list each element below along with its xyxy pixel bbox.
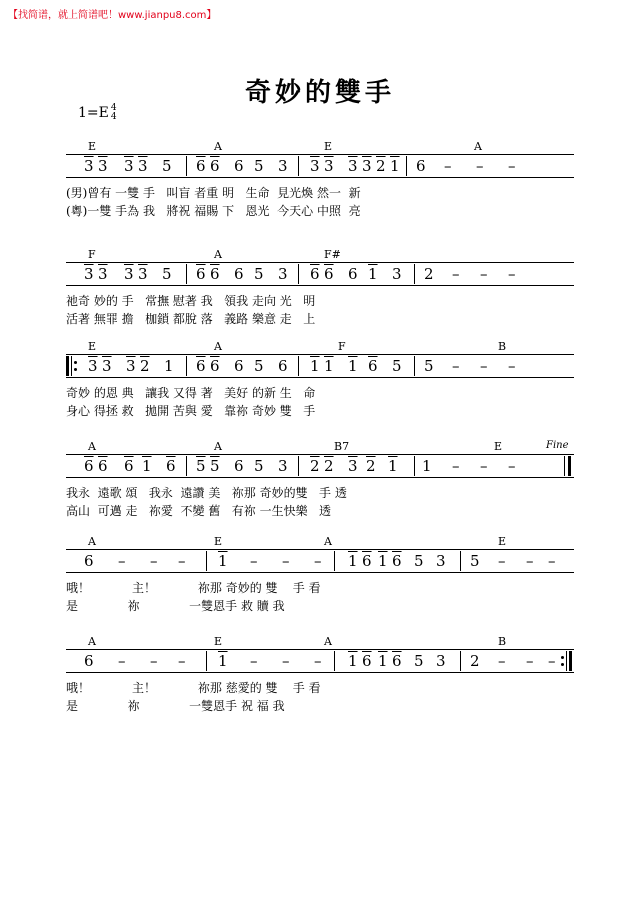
note-number: 3 <box>436 652 446 670</box>
chord-symbol: B7 <box>334 440 350 453</box>
note-dash: – <box>250 552 258 570</box>
note-number: 3 <box>278 265 288 283</box>
note-group <box>66 356 574 376</box>
time-top: 4 <box>110 103 117 113</box>
lyrics-block <box>66 673 574 715</box>
note-group <box>66 264 574 284</box>
repeat-end-barline <box>560 651 572 671</box>
note-number: 6 <box>84 552 94 570</box>
note-number: 6 <box>196 157 206 175</box>
note-number: 3 <box>310 157 320 175</box>
lyric-line: 高山 可邁 走 祢愛 不變 舊 有祢 一生快樂 透 <box>66 504 332 518</box>
note-number: 5 <box>254 157 264 175</box>
lyrics-block <box>66 573 574 615</box>
chord-symbol: E <box>214 535 223 548</box>
lyric-line: (男)曾有 一雙 手 叫盲 者重 明 生命 見光煥 然一 新 <box>66 186 361 200</box>
note-dash: – <box>498 552 506 570</box>
note-number: 5 <box>210 457 220 475</box>
note-dash: – <box>498 652 506 670</box>
staff-line <box>66 262 574 286</box>
barline <box>298 156 299 176</box>
note-number: 1 <box>348 552 358 570</box>
barline <box>186 264 187 284</box>
chord-symbol: A <box>214 440 222 453</box>
note-dash: – <box>452 265 460 283</box>
chord-symbol: A <box>88 440 96 453</box>
note-number: 2 <box>366 457 376 475</box>
note-number: 3 <box>436 552 446 570</box>
note-dash: – <box>118 652 126 670</box>
note-number: 3 <box>88 357 98 375</box>
barline <box>298 356 299 376</box>
note-number: 6 <box>368 357 378 375</box>
note-number: 3 <box>138 157 148 175</box>
note-dash: – <box>526 652 534 670</box>
note-number: 1 <box>422 457 432 475</box>
note-number: 5 <box>162 157 172 175</box>
note-number: 3 <box>278 157 288 175</box>
note-number: 5 <box>254 357 264 375</box>
note-dash: – <box>118 552 126 570</box>
note-number: 1 <box>368 265 378 283</box>
note-number: 3 <box>392 265 402 283</box>
note-dash: – <box>480 265 488 283</box>
barline <box>298 456 299 476</box>
note-number: 6 <box>416 157 426 175</box>
lyric-line: 哦！ 主！ 祢那 慈愛的 雙 手 看 <box>66 681 321 695</box>
note-number: 6 <box>234 157 244 175</box>
note-dash: – <box>508 357 516 375</box>
note-number: 3 <box>348 457 358 475</box>
note-dash: – <box>178 652 186 670</box>
chord-symbol: E <box>88 140 97 153</box>
barline <box>206 551 207 571</box>
note-number: 3 <box>98 157 108 175</box>
chord-symbol: A <box>324 535 332 548</box>
chord-symbol: E <box>214 635 223 648</box>
lyrics-block <box>66 478 574 520</box>
barline <box>460 551 461 571</box>
note-number: 6 <box>84 457 94 475</box>
lyric-line: 是 祢 一雙恩手 救 贖 我 <box>66 599 285 613</box>
note-dash: – <box>508 457 516 475</box>
note-number: 3 <box>126 357 136 375</box>
chord-symbol: E <box>324 140 333 153</box>
note-dash: – <box>314 552 322 570</box>
note-number: 3 <box>324 157 334 175</box>
lyric-line: 活著 無罪 擔 枷鎖 都脫 落 義路 樂意 走 上 <box>66 312 316 326</box>
barline <box>186 356 187 376</box>
note-group <box>66 156 574 176</box>
note-number: 5 <box>254 265 264 283</box>
note-number: 6 <box>124 457 134 475</box>
lyrics-block <box>66 178 574 220</box>
note-number: 2 <box>376 157 386 175</box>
note-number: 5 <box>414 652 424 670</box>
lyric-line: 我永 遠歌 頌 我永 遠讚 美 祢那 奇妙的雙 手 透 <box>66 486 347 500</box>
chord-symbol: B <box>498 635 507 648</box>
chord-symbol: A <box>214 248 222 261</box>
chord-symbol: A <box>474 140 482 153</box>
note-dash: – <box>250 652 258 670</box>
note-number: 1 <box>164 357 174 375</box>
chord-row <box>66 440 574 454</box>
staff-line <box>66 354 574 378</box>
note-number: 6 <box>392 652 402 670</box>
note-number: 3 <box>348 157 358 175</box>
note-dash: – <box>508 265 516 283</box>
key-signature <box>78 104 117 122</box>
barline <box>406 156 407 176</box>
barline-end <box>564 456 565 476</box>
note-dash: – <box>282 552 290 570</box>
time-bottom: 4 <box>110 112 117 122</box>
lyric-line: 奇妙 的恩 典 讓我 又得 著 美好 的新 生 命 <box>66 386 316 400</box>
note-dash: – <box>150 552 158 570</box>
chord-symbol: B <box>498 340 507 353</box>
note-dash: – <box>178 552 186 570</box>
chord-symbol: A <box>214 340 222 353</box>
note-number: 6 <box>210 157 220 175</box>
note-number: 5 <box>162 265 172 283</box>
note-number: 3 <box>84 265 94 283</box>
note-number: 3 <box>98 265 108 283</box>
note-number: 1 <box>218 552 228 570</box>
chord-row <box>66 248 574 262</box>
chord-symbol: F# <box>324 248 341 261</box>
lyric-line: 哦！ 主！ 祢那 奇妙的 雙 手 看 <box>66 581 321 595</box>
music-system <box>66 635 574 715</box>
note-dash: – <box>452 357 460 375</box>
note-number: 1 <box>378 552 388 570</box>
barline <box>334 551 335 571</box>
music-system <box>66 248 574 328</box>
barline <box>414 456 415 476</box>
lyrics-block <box>66 378 574 420</box>
note-number: 2 <box>140 357 150 375</box>
note-group <box>66 551 574 571</box>
note-number: 5 <box>470 552 480 570</box>
note-number: 6 <box>196 357 206 375</box>
chord-symbol: A <box>88 535 96 548</box>
staff-line <box>66 454 574 478</box>
note-dash: – <box>480 457 488 475</box>
note-dash: – <box>452 457 460 475</box>
note-number: 3 <box>102 357 112 375</box>
barline <box>414 356 415 376</box>
note-number: 6 <box>234 265 244 283</box>
note-number: 1 <box>348 357 358 375</box>
note-dash: – <box>476 157 484 175</box>
barline <box>414 264 415 284</box>
note-number: 6 <box>310 265 320 283</box>
staff-line <box>66 549 574 573</box>
chord-symbol: E <box>498 535 507 548</box>
note-dash: – <box>526 552 534 570</box>
note-dash: – <box>150 652 158 670</box>
note-number: 6 <box>324 265 334 283</box>
note-dash: – <box>548 552 556 570</box>
note-dash: – <box>314 652 322 670</box>
page-title: 奇妙的雙手 <box>244 78 395 108</box>
note-number: 2 <box>324 457 334 475</box>
note-number: 1 <box>324 357 334 375</box>
barline <box>186 456 187 476</box>
staff-line <box>66 154 574 178</box>
note-number: 1 <box>388 457 398 475</box>
note-number: 2 <box>470 652 480 670</box>
barline-end-thick <box>568 456 571 476</box>
note-number: 5 <box>254 457 264 475</box>
note-number: 6 <box>362 552 372 570</box>
note-number: 6 <box>98 457 108 475</box>
note-number: 1 <box>218 652 228 670</box>
barline <box>460 651 461 671</box>
chord-row <box>66 140 574 154</box>
chord-symbol: F <box>338 340 346 353</box>
note-number: 2 <box>424 265 434 283</box>
music-system <box>66 535 574 615</box>
chord-symbol: A <box>324 635 332 648</box>
note-dash: – <box>548 652 556 670</box>
note-number: 6 <box>210 265 220 283</box>
chord-row <box>66 635 574 649</box>
note-number: 6 <box>84 652 94 670</box>
lyrics-block <box>66 286 574 328</box>
note-dash: – <box>508 157 516 175</box>
barline <box>206 651 207 671</box>
chord-row <box>66 535 574 549</box>
note-number: 1 <box>378 652 388 670</box>
note-dash: – <box>480 357 488 375</box>
note-number: 3 <box>84 157 94 175</box>
chord-row <box>66 340 574 354</box>
lyric-line: 是 祢 一雙恩手 祝 福 我 <box>66 699 285 713</box>
barline <box>186 156 187 176</box>
chord-symbol: A <box>88 635 96 648</box>
time-signature <box>111 104 117 122</box>
note-number: 5 <box>414 552 424 570</box>
note-dash: – <box>444 157 452 175</box>
note-number: 6 <box>348 265 358 283</box>
barline <box>334 651 335 671</box>
chord-symbol: E <box>494 440 503 453</box>
note-number: 6 <box>196 265 206 283</box>
note-dash: – <box>282 652 290 670</box>
barline <box>298 264 299 284</box>
note-number: 6 <box>166 457 176 475</box>
staff-line <box>66 649 574 673</box>
key-text: 1=E <box>78 105 109 121</box>
note-number: 6 <box>234 357 244 375</box>
chord-symbol: E <box>88 340 97 353</box>
note-number: 1 <box>348 652 358 670</box>
note-number: 1 <box>142 457 152 475</box>
music-system <box>66 340 574 420</box>
chord-symbol: A <box>214 140 222 153</box>
note-number: 6 <box>210 357 220 375</box>
note-group <box>66 651 574 671</box>
note-number: 3 <box>124 157 134 175</box>
lyric-line: 祂奇 妙的 手 常撫 慰著 我 領我 走向 光 明 <box>66 294 316 308</box>
note-number: 5 <box>392 357 402 375</box>
note-number: 3 <box>278 457 288 475</box>
note-number: 6 <box>278 357 288 375</box>
note-number: 3 <box>138 265 148 283</box>
note-number: 5 <box>196 457 206 475</box>
lyric-line: 身心 得拯 救 拋開 苦與 愛 靠祢 奇妙 雙 手 <box>66 404 316 418</box>
note-number: 6 <box>362 652 372 670</box>
note-number: 1 <box>310 357 320 375</box>
note-group <box>66 456 574 476</box>
note-number: 2 <box>310 457 320 475</box>
music-system <box>66 140 574 220</box>
note-number: 3 <box>362 157 372 175</box>
note-number: 5 <box>424 357 434 375</box>
watermark: 【找简谱，就上简谱吧！www.jianpu8.com】 <box>8 10 217 21</box>
chord-symbol: F <box>88 248 96 261</box>
lyric-line: (粵)一雙 手為 我 將祝 福賜 下 恩光 今天心 中照 亮 <box>66 204 361 218</box>
note-number: 3 <box>124 265 134 283</box>
fine-marking: Fine <box>546 440 569 451</box>
note-number: 6 <box>234 457 244 475</box>
note-number: 1 <box>390 157 400 175</box>
music-system <box>66 440 574 520</box>
note-number: 6 <box>392 552 402 570</box>
